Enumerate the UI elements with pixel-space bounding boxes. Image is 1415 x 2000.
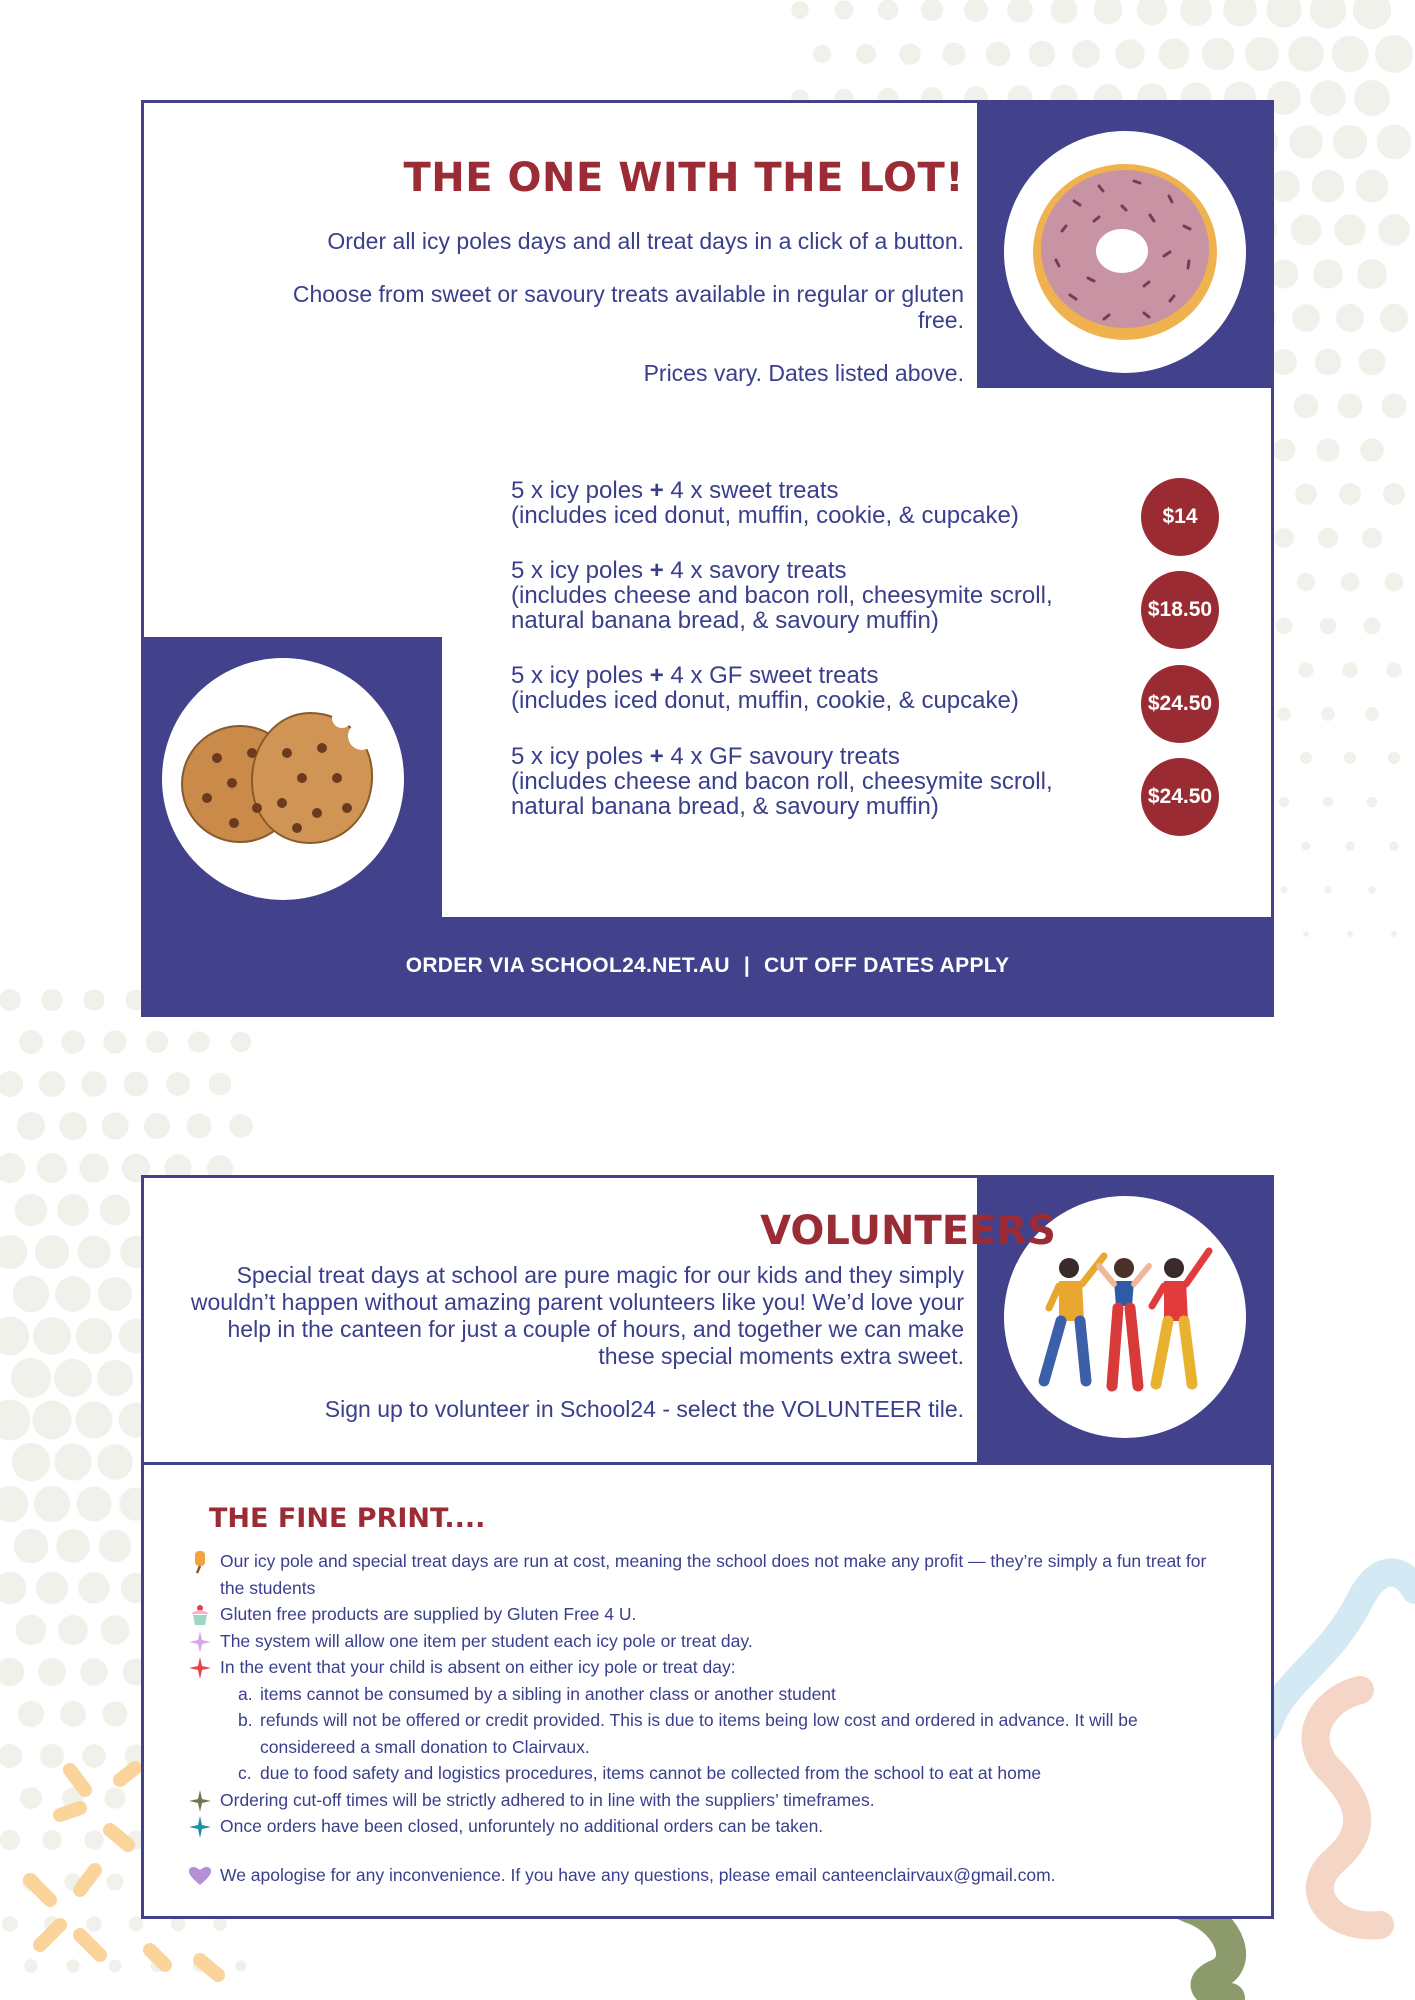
- heart-icon: [188, 1864, 212, 1888]
- volunteers-card: [141, 1175, 1274, 1919]
- offer-item: 5 x icy poles + 4 x GF savoury treats (includes cheese and bacon roll, cheesymite scroll, natural banana bread, & savoury muffin): [511, 743, 1053, 820]
- order-footer-bar: [144, 917, 1271, 1014]
- list-item: Our icy pole and special treat days are run at cost, meaning the school does not make any profit — they’re simply a fun treat for the students: [188, 1548, 1228, 1601]
- sub-list-item: c. due to food safety and logistics procedures, items cannot be collected from the school to eat at home: [238, 1763, 1042, 1783]
- sparkle-teal-icon: [188, 1815, 212, 1839]
- order-link[interactable]: ORDER VIA SCHOOL24.NET.AU: [405, 953, 730, 977]
- offer-item: 5 x icy poles + 4 x savory treats (includes cheese and bacon roll, cheesymite scroll, natural banana bread, & savoury muffin): [511, 557, 1053, 634]
- offer-item: 5 x icy poles + 4 x sweet treats (includes iced donut, muffin, cookie, & cupcake): [511, 477, 1019, 529]
- list-item: Ordering cut-off times will be strictly adhered to in line with the suppliers’ timeframes.: [188, 1787, 1228, 1814]
- intro-line: Prices vary. Dates listed above.: [643, 360, 964, 386]
- the-one-with-the-lot-card: [141, 100, 1274, 1017]
- card-intro: [264, 228, 964, 413]
- squiggle-peach-decoration: [1316, 1690, 1380, 1925]
- list-item: Gluten free products are supplied by Gluten Free 4 U.: [188, 1601, 1228, 1628]
- cookies-icon: [162, 658, 404, 900]
- cupcake-icon: [188, 1603, 212, 1627]
- volunteer-body: Special treat days at school are pure magic for our kids and they simply wouldn’t happen without amazing parent volunteers like you! We’d love your help in the canteen for just a couple of hours, and together we can make these special moments extra sweet.: [190, 1262, 964, 1369]
- offer-item: 5 x icy poles + 4 x GF sweet treats (includes iced donut, muffin, cookie, & cupcake): [511, 662, 1019, 714]
- sparkle-red-icon: [188, 1656, 212, 1680]
- cutoff-notice: CUT OFF DATES APPLY: [764, 953, 1010, 977]
- separator: |: [743, 953, 750, 977]
- intro-line: Order all icy poles days and all treat days in a click of a button.: [327, 228, 964, 254]
- closing-note: We apologise for any inconvenience. If you have any questions, please email canteenclairvaux@gmail.com.: [188, 1862, 1228, 1889]
- volunteer-signup: Sign up to volunteer in School24 - select the VOLUNTEER tile.: [324, 1396, 964, 1422]
- fine-print-list: [188, 1548, 1228, 1888]
- price-badge: $14: [1141, 478, 1219, 556]
- sparkle-olive-icon: [188, 1789, 212, 1813]
- price-badge: $18.50: [1141, 571, 1219, 649]
- fine-print-title: THE FINE PRINT....: [209, 1503, 486, 1534]
- sub-list-item: a. items cannot be consumed by a sibling in another class or another student: [238, 1683, 836, 1704]
- sparkle-lilac-icon: [188, 1630, 212, 1654]
- price-badge: $24.50: [1141, 665, 1219, 743]
- card-title: VOLUNTEERS: [760, 1208, 1056, 1254]
- list-item: The system will allow one item per student each icy pole or treat day.: [188, 1628, 1228, 1655]
- sub-list-item: b. refunds will not be offered or credit provided. This is due to items being low cost and ordered in advance. It will be considereed a small donation to Clairvaux.: [238, 1710, 1138, 1757]
- card-title: THE ONE WITH THE LOT!: [403, 155, 964, 201]
- intro-line: Choose from sweet or savoury treats available in regular or gluten free.: [292, 281, 964, 333]
- icy-pole-icon: [188, 1550, 212, 1574]
- divider: [144, 1462, 1271, 1465]
- volunteer-message: [184, 1262, 964, 1449]
- price-badge: $24.50: [1141, 758, 1219, 836]
- list-item: In the event that your child is absent on either icy pole or treat day:: [188, 1654, 1228, 1681]
- list-item: Once orders have been closed, unforuntely no additional orders can be taken.: [188, 1813, 1228, 1840]
- donut-icon: [1004, 131, 1246, 373]
